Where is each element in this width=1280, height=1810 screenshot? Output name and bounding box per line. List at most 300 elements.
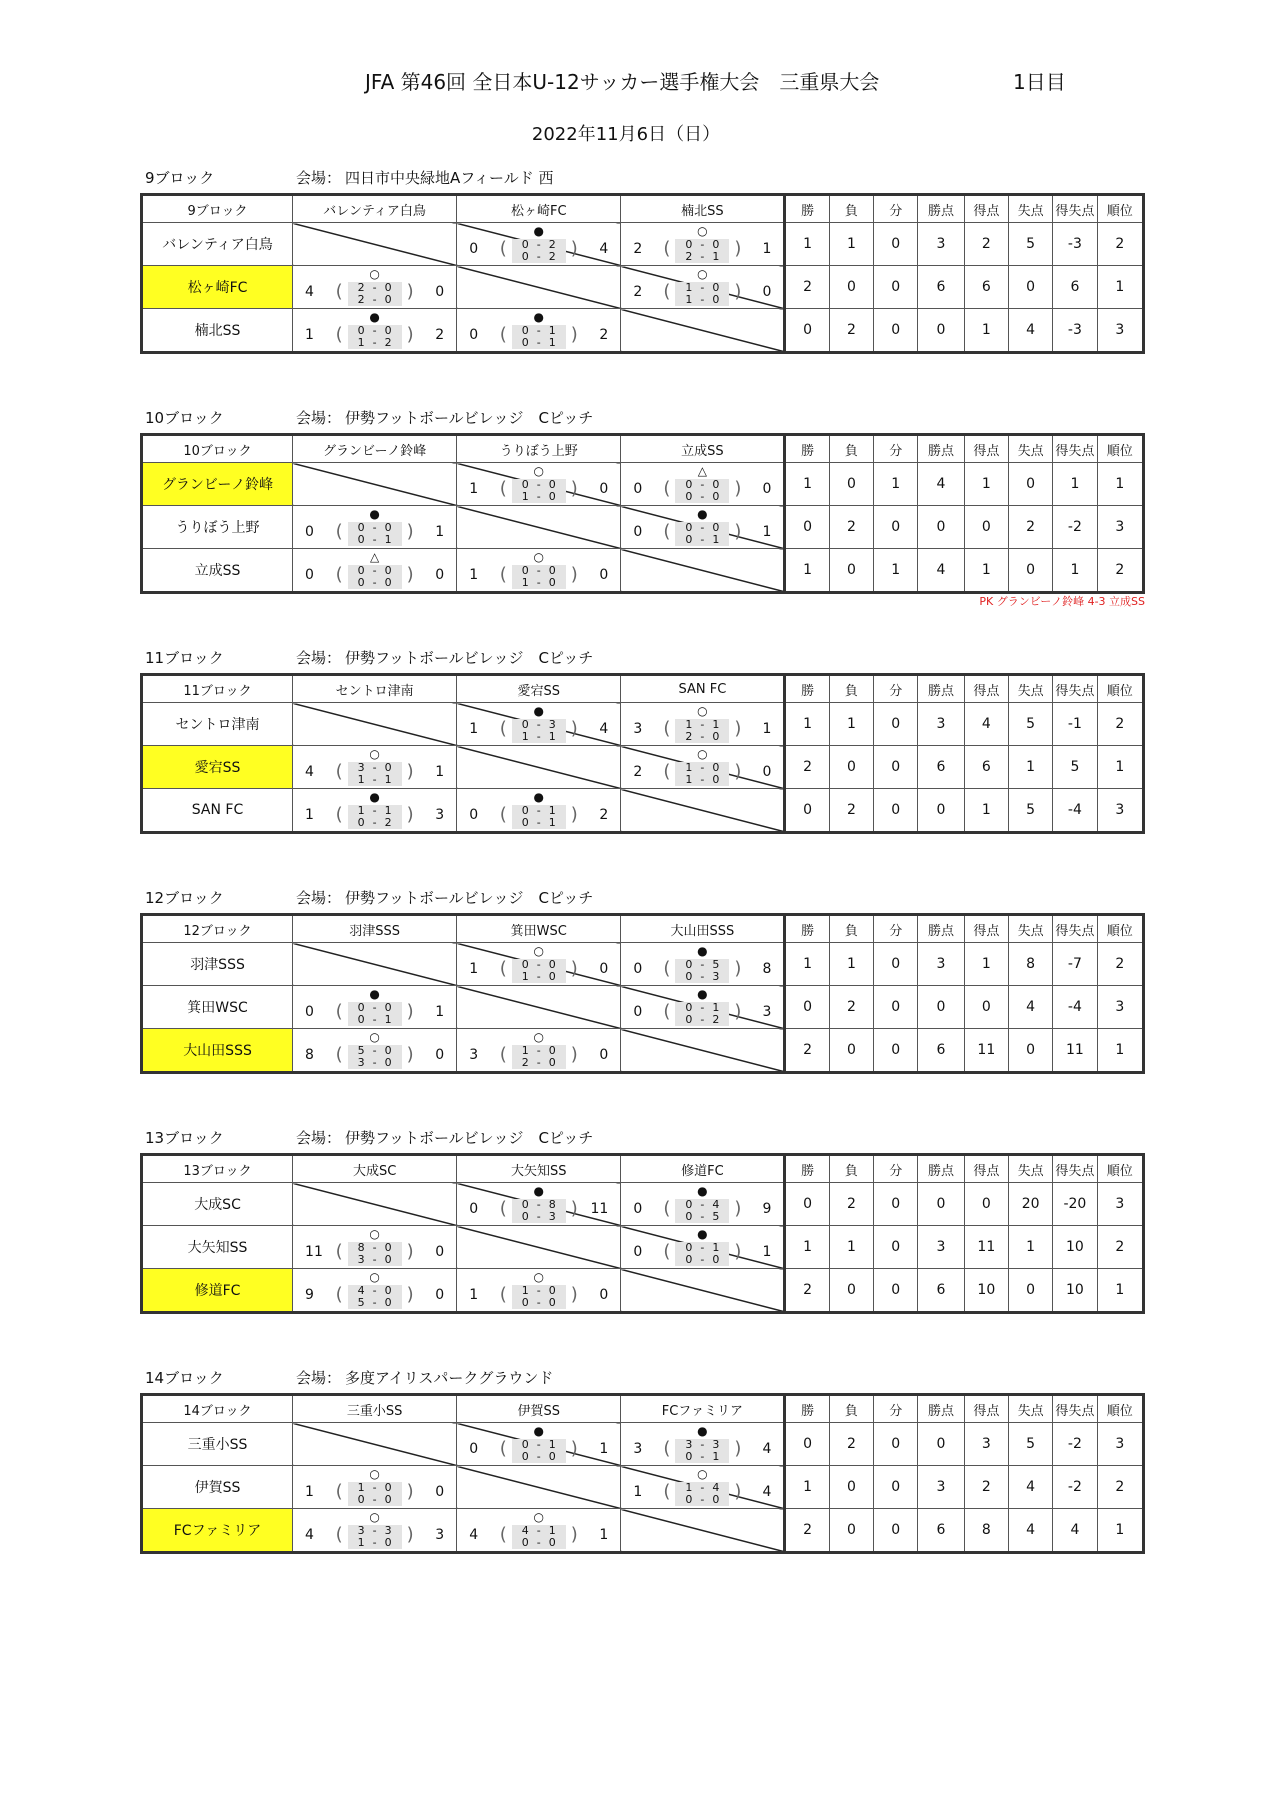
match-score — [621, 1466, 783, 1508]
half-time-scores — [663, 1438, 742, 1463]
paren-close: ) — [570, 1284, 578, 1305]
first-half-for: 4 — [357, 1284, 365, 1297]
stat-cell: 2 — [785, 746, 829, 789]
paren-open: ( — [335, 1524, 343, 1545]
second-half-score — [675, 1014, 729, 1026]
stat-cell: 2 — [964, 223, 1008, 266]
stat-cell: -1 — [1053, 703, 1097, 746]
dash: - — [536, 730, 541, 743]
first-half-against: 0 — [548, 564, 556, 577]
table-header-row — [142, 1395, 1144, 1423]
dash: - — [536, 958, 541, 971]
stat-cell: 3 — [1097, 506, 1143, 549]
goals-for: 0 — [469, 807, 479, 823]
corner-block-name: 11ブロック — [142, 675, 293, 703]
result-mark: ○ — [697, 704, 708, 718]
stat-cell: 0 — [874, 266, 918, 309]
column-header: 勝 — [785, 1155, 829, 1183]
second-half-for: 0 — [685, 970, 693, 983]
column-team-name: 楠北SS — [621, 195, 785, 223]
match-result-cell — [621, 1183, 785, 1226]
row-team-name: グランビーノ鈴峰 — [142, 463, 293, 506]
second-half-for: 0 — [685, 1493, 693, 1506]
paren-open: ( — [335, 1001, 343, 1022]
column-header: 勝 — [785, 195, 829, 223]
stat-cell: 1 — [964, 309, 1008, 353]
column-team-name: 箕田WSC — [457, 915, 621, 943]
first-half-against: 0 — [384, 761, 392, 774]
dash: - — [700, 718, 705, 731]
goals-for: 1 — [633, 1484, 643, 1500]
paren-close: ) — [406, 1241, 414, 1262]
dash: - — [700, 773, 705, 786]
paren-close: ) — [734, 478, 742, 499]
stat-cell: 3 — [1097, 309, 1143, 353]
first-half-for: 0 — [521, 718, 529, 731]
stat-cell: 1 — [829, 1226, 873, 1269]
second-half-for: 1 — [685, 293, 693, 306]
column-header: 失点 — [1008, 195, 1052, 223]
column-team-name: FCファミリア — [621, 1395, 785, 1423]
second-half-against: 1 — [548, 730, 556, 743]
paren-close: ) — [734, 238, 742, 259]
stat-cell: 0 — [785, 986, 829, 1029]
first-half-for: 8 — [357, 1241, 365, 1254]
second-half-against: 3 — [712, 970, 720, 983]
half-time-scores — [335, 1001, 414, 1026]
match-score — [621, 703, 783, 745]
goals-against: 4 — [599, 241, 609, 257]
second-half-score — [675, 294, 729, 306]
first-half-against: 0 — [384, 1044, 392, 1057]
column-header: 順位 — [1097, 1155, 1143, 1183]
second-half-score — [348, 774, 402, 786]
self-match-cell — [293, 223, 457, 266]
dash: - — [372, 281, 377, 294]
result-mark: ● — [697, 987, 708, 1001]
team-row — [142, 463, 1144, 506]
second-half-against: 2 — [548, 250, 556, 263]
paren-open: ( — [499, 478, 507, 499]
goals-for: 4 — [305, 284, 314, 300]
row-team-name: セントロ津南 — [142, 703, 293, 746]
team-row — [142, 1226, 1144, 1269]
second-half-for: 0 — [521, 1536, 529, 1549]
self-match-cell — [293, 703, 457, 746]
stat-cell: -4 — [1053, 986, 1097, 1029]
half-time-scores — [335, 1481, 414, 1506]
stat-cell: 0 — [785, 309, 829, 353]
stat-cell: 1 — [785, 463, 829, 506]
team-row — [142, 986, 1144, 1029]
first-half-for: 0 — [685, 478, 693, 491]
first-half-for: 0 — [685, 1241, 693, 1254]
first-half-against: 1 — [384, 804, 392, 817]
dash: - — [372, 576, 377, 589]
goals-for: 3 — [633, 721, 643, 737]
second-half-against: 0 — [712, 293, 720, 306]
result-mark: ○ — [533, 1030, 544, 1044]
second-half-against: 2 — [384, 336, 392, 349]
paren-close: ) — [570, 1198, 578, 1219]
stat-cell: 2 — [829, 986, 873, 1029]
column-header: 順位 — [1097, 195, 1143, 223]
paren-open: ( — [499, 1044, 507, 1065]
match-score — [621, 506, 783, 548]
paren-open: ( — [663, 1001, 671, 1022]
dash: - — [536, 1524, 541, 1537]
stat-cell: 0 — [829, 463, 873, 506]
goals-against: 1 — [762, 241, 772, 257]
standings-table — [140, 1153, 1145, 1314]
dash: - — [536, 1284, 541, 1297]
column-header: 勝 — [785, 1395, 829, 1423]
dash: - — [372, 1001, 377, 1014]
match-score — [293, 746, 456, 788]
row-team-name: バレンティア白鳥 — [142, 223, 293, 266]
paren-close: ) — [734, 958, 742, 979]
half-time-scores — [335, 1524, 414, 1549]
result-mark: ● — [697, 1424, 708, 1438]
paren-open: ( — [663, 281, 671, 302]
second-half-for: 0 — [685, 1450, 693, 1463]
dash: - — [700, 1241, 705, 1254]
match-result-cell — [293, 746, 457, 789]
result-mark: ○ — [697, 747, 708, 761]
stat-cell: 3 — [964, 1423, 1008, 1466]
stat-cell: 1 — [874, 549, 918, 593]
half-time-scores — [335, 564, 414, 589]
column-header: 勝 — [785, 435, 829, 463]
stat-cell: 1 — [964, 943, 1008, 986]
column-team-name: 松ヶ崎FC — [457, 195, 621, 223]
paren-open: ( — [663, 478, 671, 499]
league-block — [140, 1367, 1145, 1554]
stat-cell: 2 — [829, 789, 873, 833]
second-half-score — [512, 1057, 566, 1069]
column-header: 得点 — [964, 195, 1008, 223]
block-heading — [140, 407, 1145, 433]
stat-cell: 0 — [874, 746, 918, 789]
stat-cell: 1 — [964, 789, 1008, 833]
goals-against: 11 — [590, 1201, 609, 1217]
paren-close: ) — [406, 281, 414, 302]
second-half-for: 3 — [357, 1253, 365, 1266]
second-half-against: 1 — [384, 533, 392, 546]
second-half-against: 0 — [712, 1253, 720, 1266]
goals-against: 1 — [599, 1527, 609, 1543]
second-half-score — [675, 491, 729, 503]
first-half-against: 0 — [384, 564, 392, 577]
paren-open: ( — [663, 1241, 671, 1262]
stat-cell: 2 — [785, 1269, 829, 1313]
result-mark: ○ — [369, 1227, 380, 1241]
paren-close: ) — [406, 804, 414, 825]
first-half-against: 0 — [548, 1284, 556, 1297]
dash: - — [372, 761, 377, 774]
second-half-for: 0 — [685, 1013, 693, 1026]
second-half-score — [348, 577, 402, 589]
column-team-name: 羽津SSS — [293, 915, 457, 943]
match-result-cell — [621, 266, 785, 309]
first-half-against: 0 — [384, 1241, 392, 1254]
column-header: 得失点 — [1053, 435, 1097, 463]
second-half-score — [675, 1211, 729, 1223]
match-score — [457, 1509, 620, 1551]
date-line — [0, 120, 1280, 146]
match-score — [457, 789, 620, 831]
stat-cell: 0 — [1008, 463, 1052, 506]
second-half-for: 0 — [521, 1450, 529, 1463]
dash: - — [700, 1210, 705, 1223]
stat-cell: 6 — [918, 1029, 964, 1073]
half-time-scores — [499, 958, 578, 983]
goals-against: 9 — [762, 1201, 772, 1217]
self-match-cell — [621, 1029, 785, 1073]
half-time-scores — [663, 718, 742, 743]
match-score — [293, 266, 456, 308]
stat-cell: 2 — [1097, 1226, 1143, 1269]
result-mark: ● — [697, 944, 708, 958]
stat-cell: 2 — [1097, 943, 1143, 986]
goals-for: 1 — [469, 1287, 479, 1303]
second-half-against: 0 — [712, 730, 720, 743]
block-name: 12ブロック — [145, 889, 224, 907]
first-half-against: 0 — [712, 238, 720, 251]
stat-cell: -4 — [1053, 789, 1097, 833]
goals-against: 0 — [435, 1047, 445, 1063]
stat-cell: 0 — [918, 1423, 964, 1466]
block-heading — [140, 1127, 1145, 1153]
first-half-against: 3 — [712, 1438, 720, 1451]
stat-cell: 0 — [918, 986, 964, 1029]
paren-close: ) — [734, 281, 742, 302]
paren-open: ( — [663, 1438, 671, 1459]
dash: - — [372, 1284, 377, 1297]
dash: - — [536, 250, 541, 263]
goals-against: 0 — [762, 481, 772, 497]
stat-cell: 8 — [964, 1509, 1008, 1553]
dash: - — [700, 761, 705, 774]
second-half-against: 0 — [384, 1536, 392, 1549]
stat-cell: 1 — [785, 223, 829, 266]
match-result-cell — [457, 1423, 621, 1466]
first-half-for: 0 — [685, 238, 693, 251]
goals-against: 1 — [599, 1441, 609, 1457]
corner-block-name: 13ブロック — [142, 1155, 293, 1183]
second-half-score — [675, 774, 729, 786]
self-match-cell — [457, 1226, 621, 1269]
stat-cell: 1 — [829, 703, 873, 746]
goals-for: 4 — [305, 764, 314, 780]
dash: - — [700, 1450, 705, 1463]
paren-open: ( — [663, 958, 671, 979]
dash: - — [700, 970, 705, 983]
first-half-for: 0 — [357, 521, 365, 534]
second-half-for: 1 — [521, 490, 529, 503]
second-half-for: 2 — [685, 250, 693, 263]
team-row — [142, 789, 1144, 833]
second-half-for: 1 — [521, 576, 529, 589]
stat-cell: 0 — [829, 1029, 873, 1073]
self-match-cell — [457, 266, 621, 309]
goals-against: 0 — [762, 284, 772, 300]
paren-open: ( — [663, 1481, 671, 1502]
stat-cell: 0 — [964, 506, 1008, 549]
dash: - — [372, 1481, 377, 1494]
paren-open: ( — [499, 804, 507, 825]
second-half-for: 0 — [357, 1493, 365, 1506]
second-half-score — [512, 577, 566, 589]
dash: - — [700, 1001, 705, 1014]
stat-cell: 0 — [829, 1269, 873, 1313]
first-half-for: 0 — [685, 521, 693, 534]
second-half-against: 0 — [384, 293, 392, 306]
result-mark: ○ — [697, 267, 708, 281]
second-half-score — [675, 731, 729, 743]
result-mark: ○ — [369, 1030, 380, 1044]
second-half-for: 0 — [357, 576, 365, 589]
standings-table — [140, 433, 1145, 594]
goals-against: 0 — [435, 1244, 445, 1260]
team-row — [142, 1269, 1144, 1313]
stat-cell: 1 — [829, 943, 873, 986]
dash: - — [536, 336, 541, 349]
match-score — [293, 1029, 456, 1071]
goals-for: 1 — [469, 961, 479, 977]
dash: - — [372, 1536, 377, 1549]
match-score — [457, 943, 620, 985]
dash: - — [372, 816, 377, 829]
goals-for: 1 — [469, 481, 479, 497]
dash: - — [536, 1210, 541, 1223]
result-mark: △ — [697, 464, 708, 478]
stat-cell: 5 — [1008, 703, 1052, 746]
stat-cell: 0 — [1008, 549, 1052, 593]
block-heading — [140, 1367, 1145, 1393]
column-header: 得失点 — [1053, 1155, 1097, 1183]
first-half-for: 0 — [685, 958, 693, 971]
dash: - — [536, 816, 541, 829]
stat-cell: -2 — [1053, 1466, 1097, 1509]
match-result-cell — [457, 1183, 621, 1226]
stat-cell: 1 — [964, 463, 1008, 506]
stat-cell: 3 — [1097, 986, 1143, 1029]
goals-against: 3 — [435, 807, 445, 823]
second-half-score — [675, 534, 729, 546]
block-heading — [140, 887, 1145, 913]
column-team-name: セントロ津南 — [293, 675, 457, 703]
first-half-against: 0 — [712, 761, 720, 774]
half-time-scores — [499, 564, 578, 589]
match-score — [621, 1423, 783, 1465]
stat-cell: 6 — [964, 266, 1008, 309]
paren-open: ( — [499, 1284, 507, 1305]
column-header: 順位 — [1097, 435, 1143, 463]
half-time-scores — [335, 761, 414, 786]
second-half-score — [512, 337, 566, 349]
goals-for: 9 — [305, 1287, 314, 1303]
second-half-for: 0 — [685, 533, 693, 546]
stat-cell: 1 — [1053, 549, 1097, 593]
dash: - — [372, 324, 377, 337]
row-team-name: FCファミリア — [142, 1509, 293, 1553]
second-half-score — [675, 251, 729, 263]
paren-close: ) — [734, 761, 742, 782]
second-half-for: 0 — [521, 336, 529, 349]
paren-open: ( — [499, 1524, 507, 1545]
first-half-against: 0 — [712, 521, 720, 534]
column-header: 順位 — [1097, 675, 1143, 703]
league-block — [140, 887, 1145, 1074]
self-match-cell — [621, 1269, 785, 1313]
first-half-against: 1 — [712, 1001, 720, 1014]
half-time-scores — [499, 238, 578, 263]
first-half-against: 1 — [712, 1241, 720, 1254]
dash: - — [536, 1044, 541, 1057]
stat-cell: 0 — [874, 1269, 918, 1313]
dash: - — [372, 1253, 377, 1266]
dash: - — [536, 1536, 541, 1549]
first-half-for: 3 — [685, 1438, 693, 1451]
venue-name: 伊勢フットボールビレッジ Cピッチ — [345, 1129, 594, 1147]
column-header: 分 — [874, 435, 918, 463]
corner-block-name: 12ブロック — [142, 915, 293, 943]
result-mark: ○ — [533, 550, 544, 564]
result-mark: ○ — [533, 1510, 544, 1524]
first-half-against: 1 — [548, 804, 556, 817]
stat-cell: -20 — [1053, 1183, 1097, 1226]
half-time-scores — [663, 1481, 742, 1506]
match-result-cell — [293, 266, 457, 309]
second-half-against: 0 — [548, 1450, 556, 1463]
match-result-cell — [457, 943, 621, 986]
stat-cell: 3 — [918, 223, 964, 266]
paren-close: ) — [406, 1044, 414, 1065]
stat-cell: 0 — [785, 789, 829, 833]
goals-for: 0 — [469, 1201, 479, 1217]
paren-open: ( — [335, 1284, 343, 1305]
page-title: JFA 第46回 全日本U-12サッカー選手権大会 三重県大会 — [365, 70, 880, 94]
second-half-score — [512, 251, 566, 263]
stat-cell: 3 — [918, 1466, 964, 1509]
dash: - — [536, 564, 541, 577]
table-header-row — [142, 195, 1144, 223]
dash: - — [372, 521, 377, 534]
goals-for: 0 — [305, 1004, 314, 1020]
column-team-name: 大矢知SS — [457, 1155, 621, 1183]
match-date: 2022年11月6日（日） — [531, 124, 721, 145]
league-block — [140, 167, 1145, 354]
half-time-scores — [663, 1241, 742, 1266]
self-match-cell — [621, 309, 785, 353]
stat-cell: 0 — [874, 1029, 918, 1073]
second-half-against: 5 — [712, 1210, 720, 1223]
stat-cell: 1 — [785, 549, 829, 593]
match-result-cell — [293, 1226, 457, 1269]
result-mark: ● — [697, 1184, 708, 1198]
paren-close: ) — [570, 1524, 578, 1545]
paren-open: ( — [335, 324, 343, 345]
paren-close: ) — [406, 521, 414, 542]
paren-close: ) — [734, 718, 742, 739]
goals-against: 1 — [435, 524, 445, 540]
dash: - — [536, 1296, 541, 1309]
result-mark: ○ — [697, 224, 708, 238]
first-half-against: 0 — [384, 281, 392, 294]
column-team-name: SAN FC — [621, 675, 785, 703]
first-half-against: 1 — [712, 718, 720, 731]
